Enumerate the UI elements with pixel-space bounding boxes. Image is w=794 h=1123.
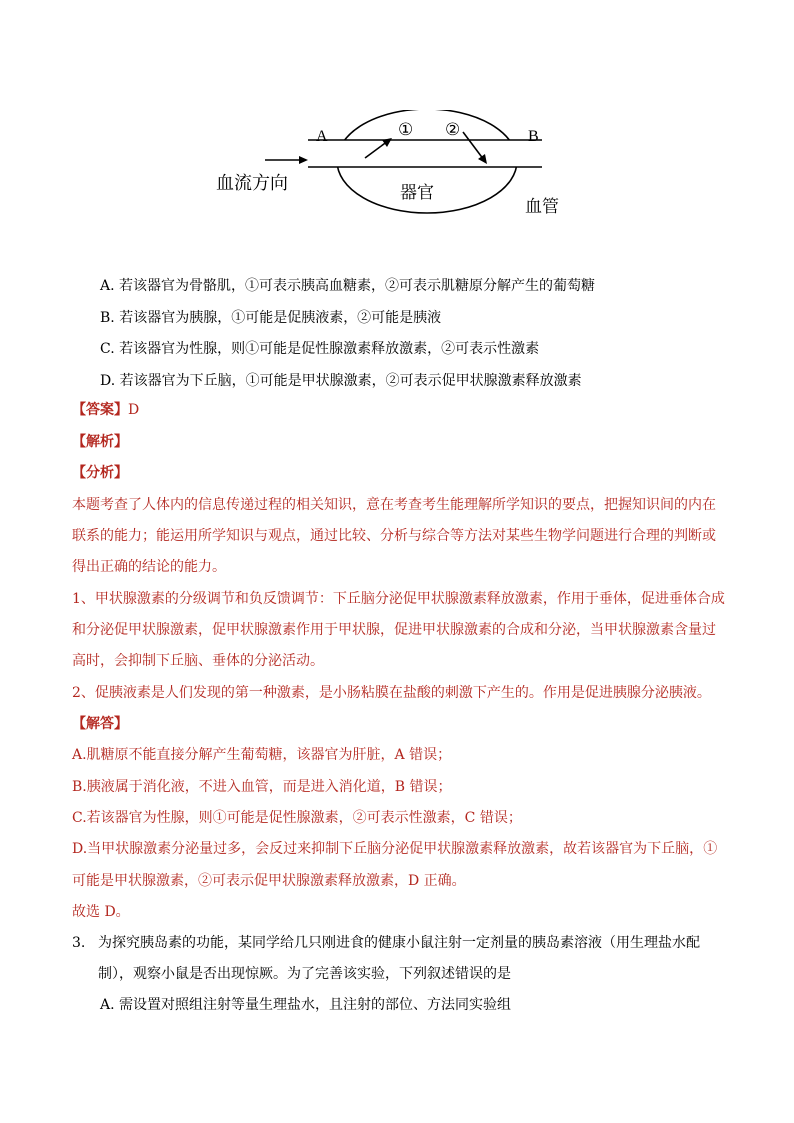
vessel-label: 血管: [525, 197, 559, 217]
option-b: B. 若该器官为胰腺，①可能是促胰液素，②可能是胰液: [100, 310, 442, 326]
fenxi-label: 【分析】: [72, 465, 128, 481]
option-a: A. 若该器官为骨骼肌，①可表示胰高血糖素，②可表示肌糖原分解产生的葡萄糖: [100, 278, 596, 294]
jieda-c-circle: ①: [212, 810, 227, 826]
point1-line-3: 高时，会抑制下丘脑、垂体的分泌活动。: [72, 653, 324, 669]
fenxi-line-2: 联系的能力；能运用所学知识与观点，通过比较、分析与综合等方法对某些生物学问题进行合理的判断或: [72, 528, 716, 544]
answer-line: [72, 399, 139, 421]
jieda-d-pre: D.当甲状腺激素分泌量过多，会反过来抑制下丘脑分泌促甲状腺激素释放激素，故若该器官为下丘脑，: [72, 841, 704, 857]
jieda-d-circle: ①: [703, 841, 718, 857]
flow-label: 血流方向: [216, 173, 288, 194]
answer-label: 【答案】: [72, 402, 128, 418]
option-c: C. 若该器官为性腺，则①可能是促性腺激素释放激素，②可表示性激素: [100, 341, 540, 357]
jieda-c: [72, 807, 522, 829]
jieda-conclusion: 故选 D。: [72, 904, 130, 920]
jieda-b: B.胰液属于消化液，不进入血管，而是进入消化道，B 错误；: [72, 779, 452, 795]
circle-1-label: ①: [398, 120, 414, 140]
jieda-a: A.肌糖原不能直接分解产生葡萄糖，该器官为肝脏，A 错误；: [72, 747, 452, 763]
flow-arrowhead: [299, 156, 308, 164]
jieda-d-line-2: 可能是甲状腺激素，②可表示促甲状腺激素释放激素，D 正确。: [72, 873, 466, 889]
point2-line: 2、促胰液素是人们发现的第一种激素，是小肠粘膜在盐酸的刺激下产生的。作用是促进胰腺分泌胰液。: [72, 685, 711, 701]
fenxi-line-3: 得出正确的结论的能力。: [72, 559, 226, 575]
label-b: B: [528, 128, 539, 145]
jieda-d-line-1: [72, 838, 717, 860]
question-3-text-1: 为探究胰岛素的功能，某同学给几只刚进食的健康小鼠注射一定剂量的胰岛素溶液（用生理盐水配: [98, 935, 700, 951]
option-d: D. 若该器官为下丘脑，①可能是甲状腺激素，②可表示促甲状腺激素释放激素: [100, 373, 582, 389]
label-a: A: [316, 128, 328, 145]
question-3-number: 3.: [72, 935, 86, 951]
jieda-c-pre: C.若该器官为性腺，则: [72, 810, 213, 826]
organ-blood-flow-diagram: [210, 110, 570, 222]
circle-2-label: ②: [445, 120, 461, 140]
point1-line-1: 1、甲状腺激素的分级调节和负反馈调节：下丘脑分泌促甲状腺激素释放激素，作用于垂体，促进垂体合成: [72, 591, 725, 607]
jieda-label: 【解答】: [72, 716, 128, 732]
question-3-option-a: A. 需设置对照组注射等量生理盐水，且注射的部位、方法同实验组: [100, 997, 512, 1013]
fenxi-line-1: 本题考查了人体内的信息传递过程的相关知识，意在考查考生能理解所学知识的要点，把握知识间的内在: [72, 497, 716, 513]
jieda-c-post: 可能是促性腺激素，②可表示性激素，C 错误；: [226, 810, 522, 826]
question-3-line-2: 制），观察小鼠是否出现惊厥。为了完善该实验，下列叙述错误的是: [98, 966, 511, 982]
answer-value: D: [128, 402, 140, 418]
point1-line-2: 和分泌促甲状腺激素，促甲状腺激素作用于甲状腺，促进甲状腺激素的合成和分泌，当甲状腺激素含量过: [72, 622, 716, 638]
analysis-label: 【解析】: [72, 434, 128, 450]
organ-label: 器官: [400, 183, 434, 203]
